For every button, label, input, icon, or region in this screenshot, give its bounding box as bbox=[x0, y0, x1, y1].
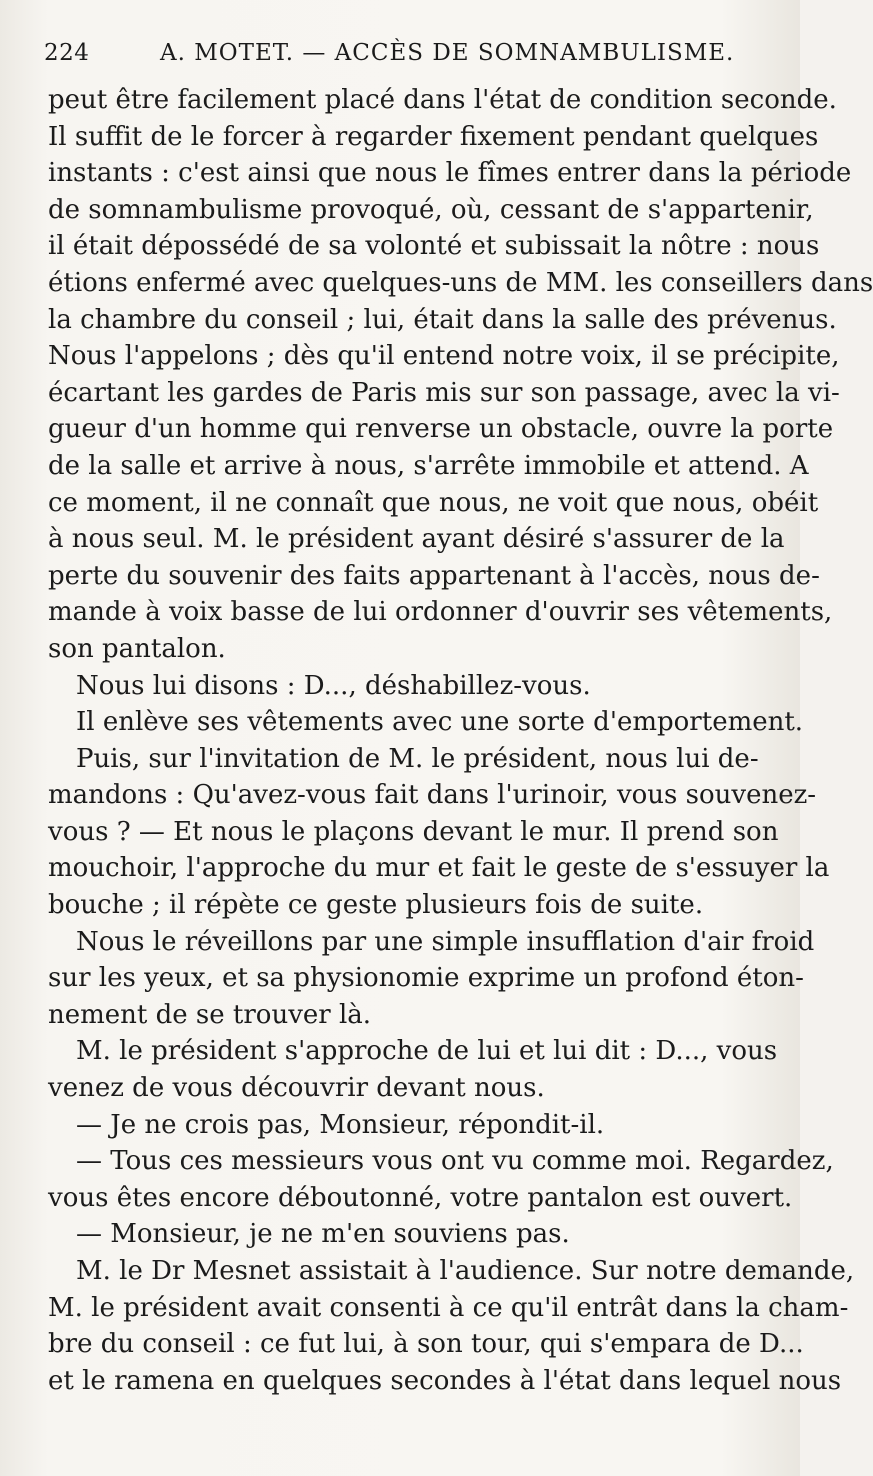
text-line: venez de vous découvrir devant nous. bbox=[48, 1073, 545, 1104]
text-line: son pantalon. bbox=[48, 633, 226, 664]
text-line: Nous lui disons : D..., déshabillez-vous. bbox=[76, 670, 591, 701]
text-line: gueur d'un homme qui renverse un obstacle, ouvre la porte bbox=[48, 414, 834, 445]
text-line: de somnambulisme provoqué, où, cessant de s'appartenir, bbox=[48, 194, 814, 225]
text-line: de la salle et arrive à nous, s'arrête immobile et attend. A bbox=[48, 450, 809, 481]
text-line: peut être facilement placé dans l'état de condition seconde. bbox=[48, 85, 837, 115]
text-line: et le ramena en quelques secondes à l'état dans lequel nous bbox=[48, 1365, 842, 1396]
body-text bbox=[48, 82, 873, 1399]
text-line: mandons : Qu'avez-vous fait dans l'urinoir, vous souvenez- bbox=[48, 780, 817, 811]
text-line: mouchoir, l'approche du mur et fait le geste de s'essuyer la bbox=[48, 853, 830, 884]
text-line: bre du conseil : ce fut lui, à son tour, qui s'empara de D... bbox=[48, 1329, 804, 1360]
text-line: Nous l'appelons ; dès qu'il entend notre voix, il se précipite, bbox=[48, 341, 840, 372]
text-line: vous ? — Et nous le plaçons devant le mur. Il prend son bbox=[48, 816, 779, 847]
text-line: il était dépossédé de sa volonté et subissait la nôtre : nous bbox=[48, 231, 820, 262]
text-line: à nous seul. M. le président ayant désiré s'assurer de la bbox=[48, 524, 785, 555]
running-head: A. MOTET. — ACCÈS DE SOMNAMBULISME. bbox=[160, 40, 735, 66]
text-line: Puis, sur l'invitation de M. le président, nous lui de- bbox=[76, 743, 759, 774]
text-line: mande à voix basse de lui ordonner d'ouvrir ses vêtements, bbox=[48, 597, 833, 628]
text-line: Il suffit de le forcer à regarder fixement pendant quelques bbox=[48, 121, 819, 152]
page-number: 224 bbox=[44, 40, 90, 66]
text-line: — Je ne crois pas, Monsieur, répondit-il. bbox=[76, 1109, 605, 1140]
text-line: la chambre du conseil ; lui, était dans la salle des prévenus. bbox=[48, 304, 837, 335]
text-line: perte du souvenir des faits appartenant à l'accès, nous de- bbox=[48, 560, 820, 591]
text-line: — Tous ces messieurs vous ont vu comme moi. Regardez, bbox=[76, 1146, 834, 1177]
page-header bbox=[44, 40, 744, 74]
text-line: sur les yeux, et sa physionomie exprime un profond éton- bbox=[48, 963, 804, 994]
text-line: ce moment, il ne connaît que nous, ne voit que nous, obéit bbox=[48, 487, 819, 518]
text-line: instants : c'est ainsi que nous le fîmes entrer dans la période bbox=[48, 158, 852, 189]
text-line: étions enfermé avec quelques-uns de MM. les conseillers dans bbox=[48, 267, 873, 298]
text-line: vous êtes encore déboutonné, votre pantalon est ouvert. bbox=[48, 1182, 793, 1213]
text-line: M. le Dr Mesnet assistait à l'audience. Sur notre demande, bbox=[76, 1256, 855, 1286]
text-line: écartant les gardes de Paris mis sur son passage, avec la vi- bbox=[48, 377, 840, 408]
text-line: nement de se trouver là. bbox=[48, 999, 372, 1030]
text-line: — Monsieur, je ne m'en souviens pas. bbox=[76, 1219, 570, 1250]
text-line: M. le président avait consenti à ce qu'il entrât dans la cham- bbox=[48, 1292, 849, 1323]
text-line: M. le président s'approche de lui et lui dit : D..., vous bbox=[76, 1036, 778, 1067]
text-line: Il enlève ses vêtements avec une sorte d'emportement. bbox=[76, 707, 804, 738]
text-line: Nous le réveillons par une simple insufflation d'air froid bbox=[76, 926, 815, 957]
text-line: bouche ; il répète ce geste plusieurs fois de suite. bbox=[48, 890, 704, 921]
